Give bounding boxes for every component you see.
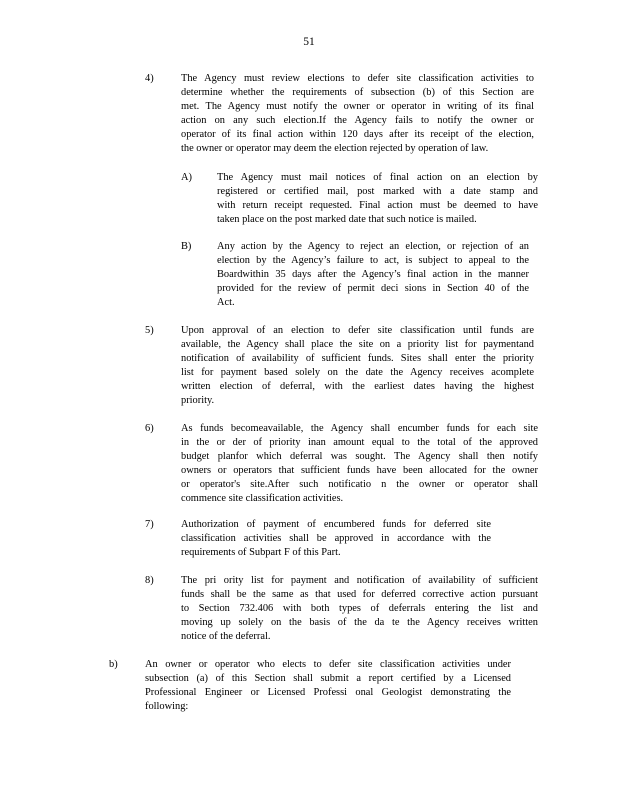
page-number: 51 — [303, 36, 315, 48]
paragraph-text — [145, 658, 511, 714]
text-line: met. The Agency must notify the owner or operator in writing of its final — [181, 100, 534, 112]
text-line: Boardwithin 35 days after the Agency’s final action in the manner — [217, 268, 529, 280]
text-line: funds shall be the same as that used for deferred corrective action pursuant — [181, 588, 538, 600]
text-line: with return receipt requested. Final action must be deemed to have — [217, 199, 538, 211]
text-line: Act. — [217, 296, 235, 308]
text-line: The pri ority list for payment and notification of availability of sufficient — [181, 575, 538, 586]
text-line: classification activities shall be approved in accordance with the — [181, 532, 491, 544]
paragraph-marker: b) — [109, 659, 118, 670]
text-line: Authorization of payment of encumbered funds for deferred site — [181, 519, 491, 530]
text-line: subsection (a) of this Section shall submit a report certified by a Licensed — [145, 672, 511, 684]
text-line: budget planfor which deferral was sought. The Agency shall then notify — [181, 450, 538, 462]
paragraph-marker: 8) — [145, 575, 154, 586]
text-line: Professional Engineer or Licensed Professi onal Geologist demonstrating the — [145, 686, 511, 698]
text-line: in the or der of priority inan amount equal to the total of the approved — [181, 436, 538, 448]
text-line: the owner or operator may deem the election rejected by operation of law. — [181, 142, 489, 154]
text-line: The Agency must review elections to defer site classification activities to — [181, 73, 534, 84]
text-line: taken place on the post marked date that such notice is mailed. — [217, 213, 477, 225]
paragraph-marker: 5) — [145, 325, 154, 336]
text-line: priority. — [181, 394, 215, 406]
text-line: commence site classification activities. — [181, 492, 344, 504]
text-line: action on any such election.If the Agency fails to notify the owner or — [181, 114, 534, 126]
paragraph-marker: A) — [181, 172, 192, 183]
text-line: to Section 732.406 with both types of deferrals entering the list and — [181, 602, 538, 614]
text-line: The Agency must mail notices of final action on an election by — [217, 172, 538, 183]
text-line: operator of its final action within 120 days after its receipt of the election, — [181, 128, 534, 140]
paragraph-text — [181, 72, 534, 155]
paragraph-marker: 6) — [145, 423, 154, 434]
text-line: Upon approval of an election to defer site classification until funds are — [181, 325, 534, 336]
text-line: An owner or operator who elects to defer site classification activities under — [145, 659, 511, 670]
text-line: written election of deferral, with the earliest dates having the highest — [181, 380, 534, 392]
text-line: available, the Agency shall place the site on a priority list for paymentand — [181, 338, 534, 350]
text-line: list for payment based solely on the date the Agency receives acomplete — [181, 366, 534, 378]
paragraph-text — [181, 574, 538, 644]
text-line: moving up solely on the basis of the da te the Agency receives written — [181, 616, 538, 628]
text-line: election by the Agency’s failure to act, is subject to appeal to the — [217, 254, 529, 266]
text-line: following: — [145, 700, 189, 712]
paragraph-text — [217, 171, 538, 227]
text-line: owners or operators that sufficient funds have been allocated for the owner — [181, 464, 538, 476]
text-line: notification of availability of sufficient funds. Sites shall enter the priority — [181, 352, 534, 364]
text-line: notice of the deferral. — [181, 630, 271, 642]
text-line: Any action by the Agency to reject an election, or rejection of an — [217, 241, 529, 252]
paragraph-marker: 4) — [145, 73, 154, 84]
text-line: As funds becomeavailable, the Agency shall encumber funds for each site — [181, 423, 538, 434]
text-line: requirements of Subpart F of this Part. — [181, 546, 341, 558]
paragraph-text — [181, 422, 538, 505]
paragraph-marker: B) — [181, 241, 192, 252]
paragraph-text — [217, 240, 529, 310]
paragraph-marker: 7) — [145, 519, 154, 530]
text-line: or operator's site.After such notificatio n the owner or operator shall — [181, 478, 538, 490]
text-line: provided for the review of permit deci sions in Section 40 of the — [217, 282, 529, 294]
paragraph-text — [181, 324, 534, 407]
text-line: registered or certified mail, post marked with a date stamp and — [217, 185, 538, 197]
paragraph-text — [181, 518, 491, 560]
text-line: determine whether the requirements of subsection (b) of this Section are — [181, 86, 534, 98]
